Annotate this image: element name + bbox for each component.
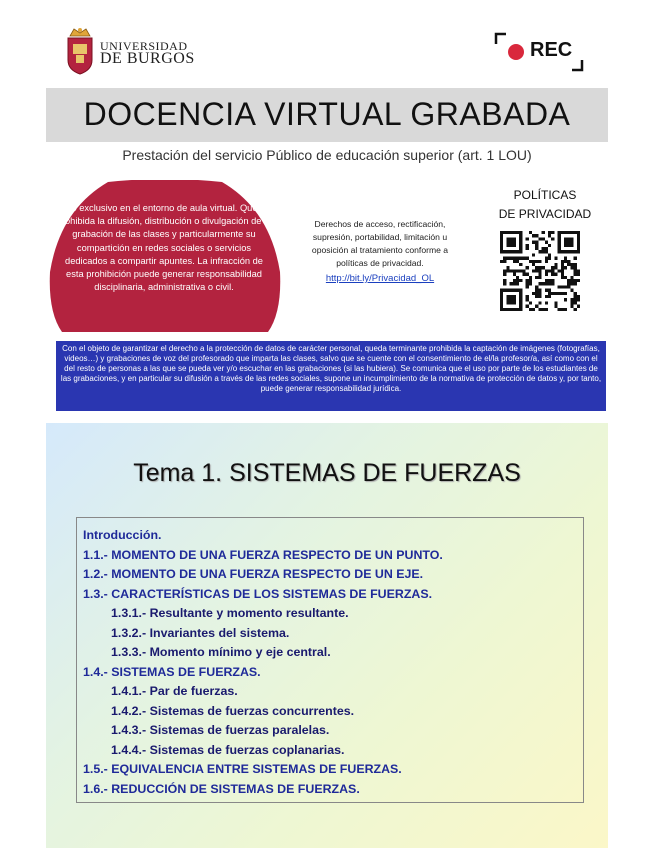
university-line1: UNIVERSIDAD (100, 39, 188, 53)
toc-subitem: 1.4.2.- Sistemas de fuerzas concurrentes. (111, 703, 355, 718)
rights-info (296, 218, 464, 285)
usage-notice-text: Uso exclusivo en el entorno de aula virtual. Queda prohibida la difusión, distribución o divulgación de la grabación de las clases y particularmente su compartición en redes sociales o servicios dedicados a compartir apuntes. La infracción de esta prohibición puede generar responsabilidad disciplinaria, administrativa o civil. (56, 203, 272, 293)
university-logo (64, 26, 214, 76)
rec-badge (494, 32, 584, 72)
banner-title: DOCENCIA VIRTUAL GRABADA (83, 96, 571, 132)
toc-item: Introducción. (83, 528, 162, 542)
title-banner (46, 88, 608, 142)
privacy-link[interactable]: http://bit.ly/Privacidad_OL (325, 273, 435, 284)
slide (46, 423, 608, 848)
toc-item: 1.2.- MOMENTO DE UNA FUERZA RESPECTO DE UN EJE. (83, 567, 424, 581)
banner-subtitle: Prestación del servicio Público de educación superior (art. 1 LOU) (122, 147, 532, 163)
university-line2: DE BURGOS (100, 50, 195, 67)
toc-item: 1.3.- CARACTERÍSTICAS DE LOS SISTEMAS DE FUERZAS. (83, 586, 433, 601)
toc-subitem: 1.4.3.- Sistemas de fuerzas paralelas. (111, 723, 330, 737)
legal-notice: Con el objeto de garantizar el derecho a la protección de datos de carácter personal, queda terminante prohibida la captación de imágenes (fotografías, videos…) y grabaciones de voz del profesorado que imparta las clases, salvo que se cuente con el consentimiento de el/la profesor/a, así como con el del resto de personas a las que se pueda ver y/o escuchar en las grabaciones (si las hubiera). Se comunica que el uso por parte de los estudiantes de las grabaciones, y en particular su difusión a través de las redes sociales, supone un incumplimiento de la normativa de protección de datos y, por tanto, puede generar responsabilidad jurídica. (56, 341, 606, 411)
qr-code-icon[interactable] (500, 231, 580, 311)
privacy-title-line1: POLÍTICAS (513, 188, 577, 202)
university-name (100, 40, 195, 65)
toc-subitem: 1.3.2.- Invariantes del sistema. (111, 625, 290, 640)
university-crest-icon (64, 26, 96, 76)
toc-subitem: 1.3.3.- Momento mínimo y eje central. (111, 645, 331, 659)
toc-item: 1.5.- EQUIVALENCIA ENTRE SISTEMAS DE FUERZAS. (83, 762, 402, 776)
usage-notice-box (48, 180, 282, 334)
rec-label: REC (530, 39, 573, 61)
slide-title: Tema 1. SISTEMAS DE FUERZAS (133, 459, 521, 487)
record-dot-icon (508, 44, 524, 60)
toc-subitem: 1.3.1.- Resultante y momento resultante. (111, 606, 349, 620)
privacy-title-line2: DE PRIVACIDAD (498, 207, 592, 221)
toc-item: 1.4.- SISTEMAS DE FUERZAS. (83, 664, 261, 679)
toc-item: 1.6.- REDUCCIÓN DE SISTEMAS DE FUERZAS. (83, 781, 360, 796)
privacy-title (490, 186, 600, 224)
toc-item: 1.1.- MOMENTO DE UNA FUERZA RESPECTO DE UN PUNTO. (83, 547, 443, 562)
toc-subitem: 1.4.1.- Par de fuerzas. (111, 684, 238, 698)
rights-text: Derechos de acceso, rectificación, supresión, portabilidad, limitación u oposición al tratamiento conforme a políticas de privacidad. (311, 219, 449, 268)
table-of-contents (76, 517, 584, 803)
toc-subitem: 1.4.4.- Sistemas de fuerzas coplanarias. (111, 742, 345, 757)
